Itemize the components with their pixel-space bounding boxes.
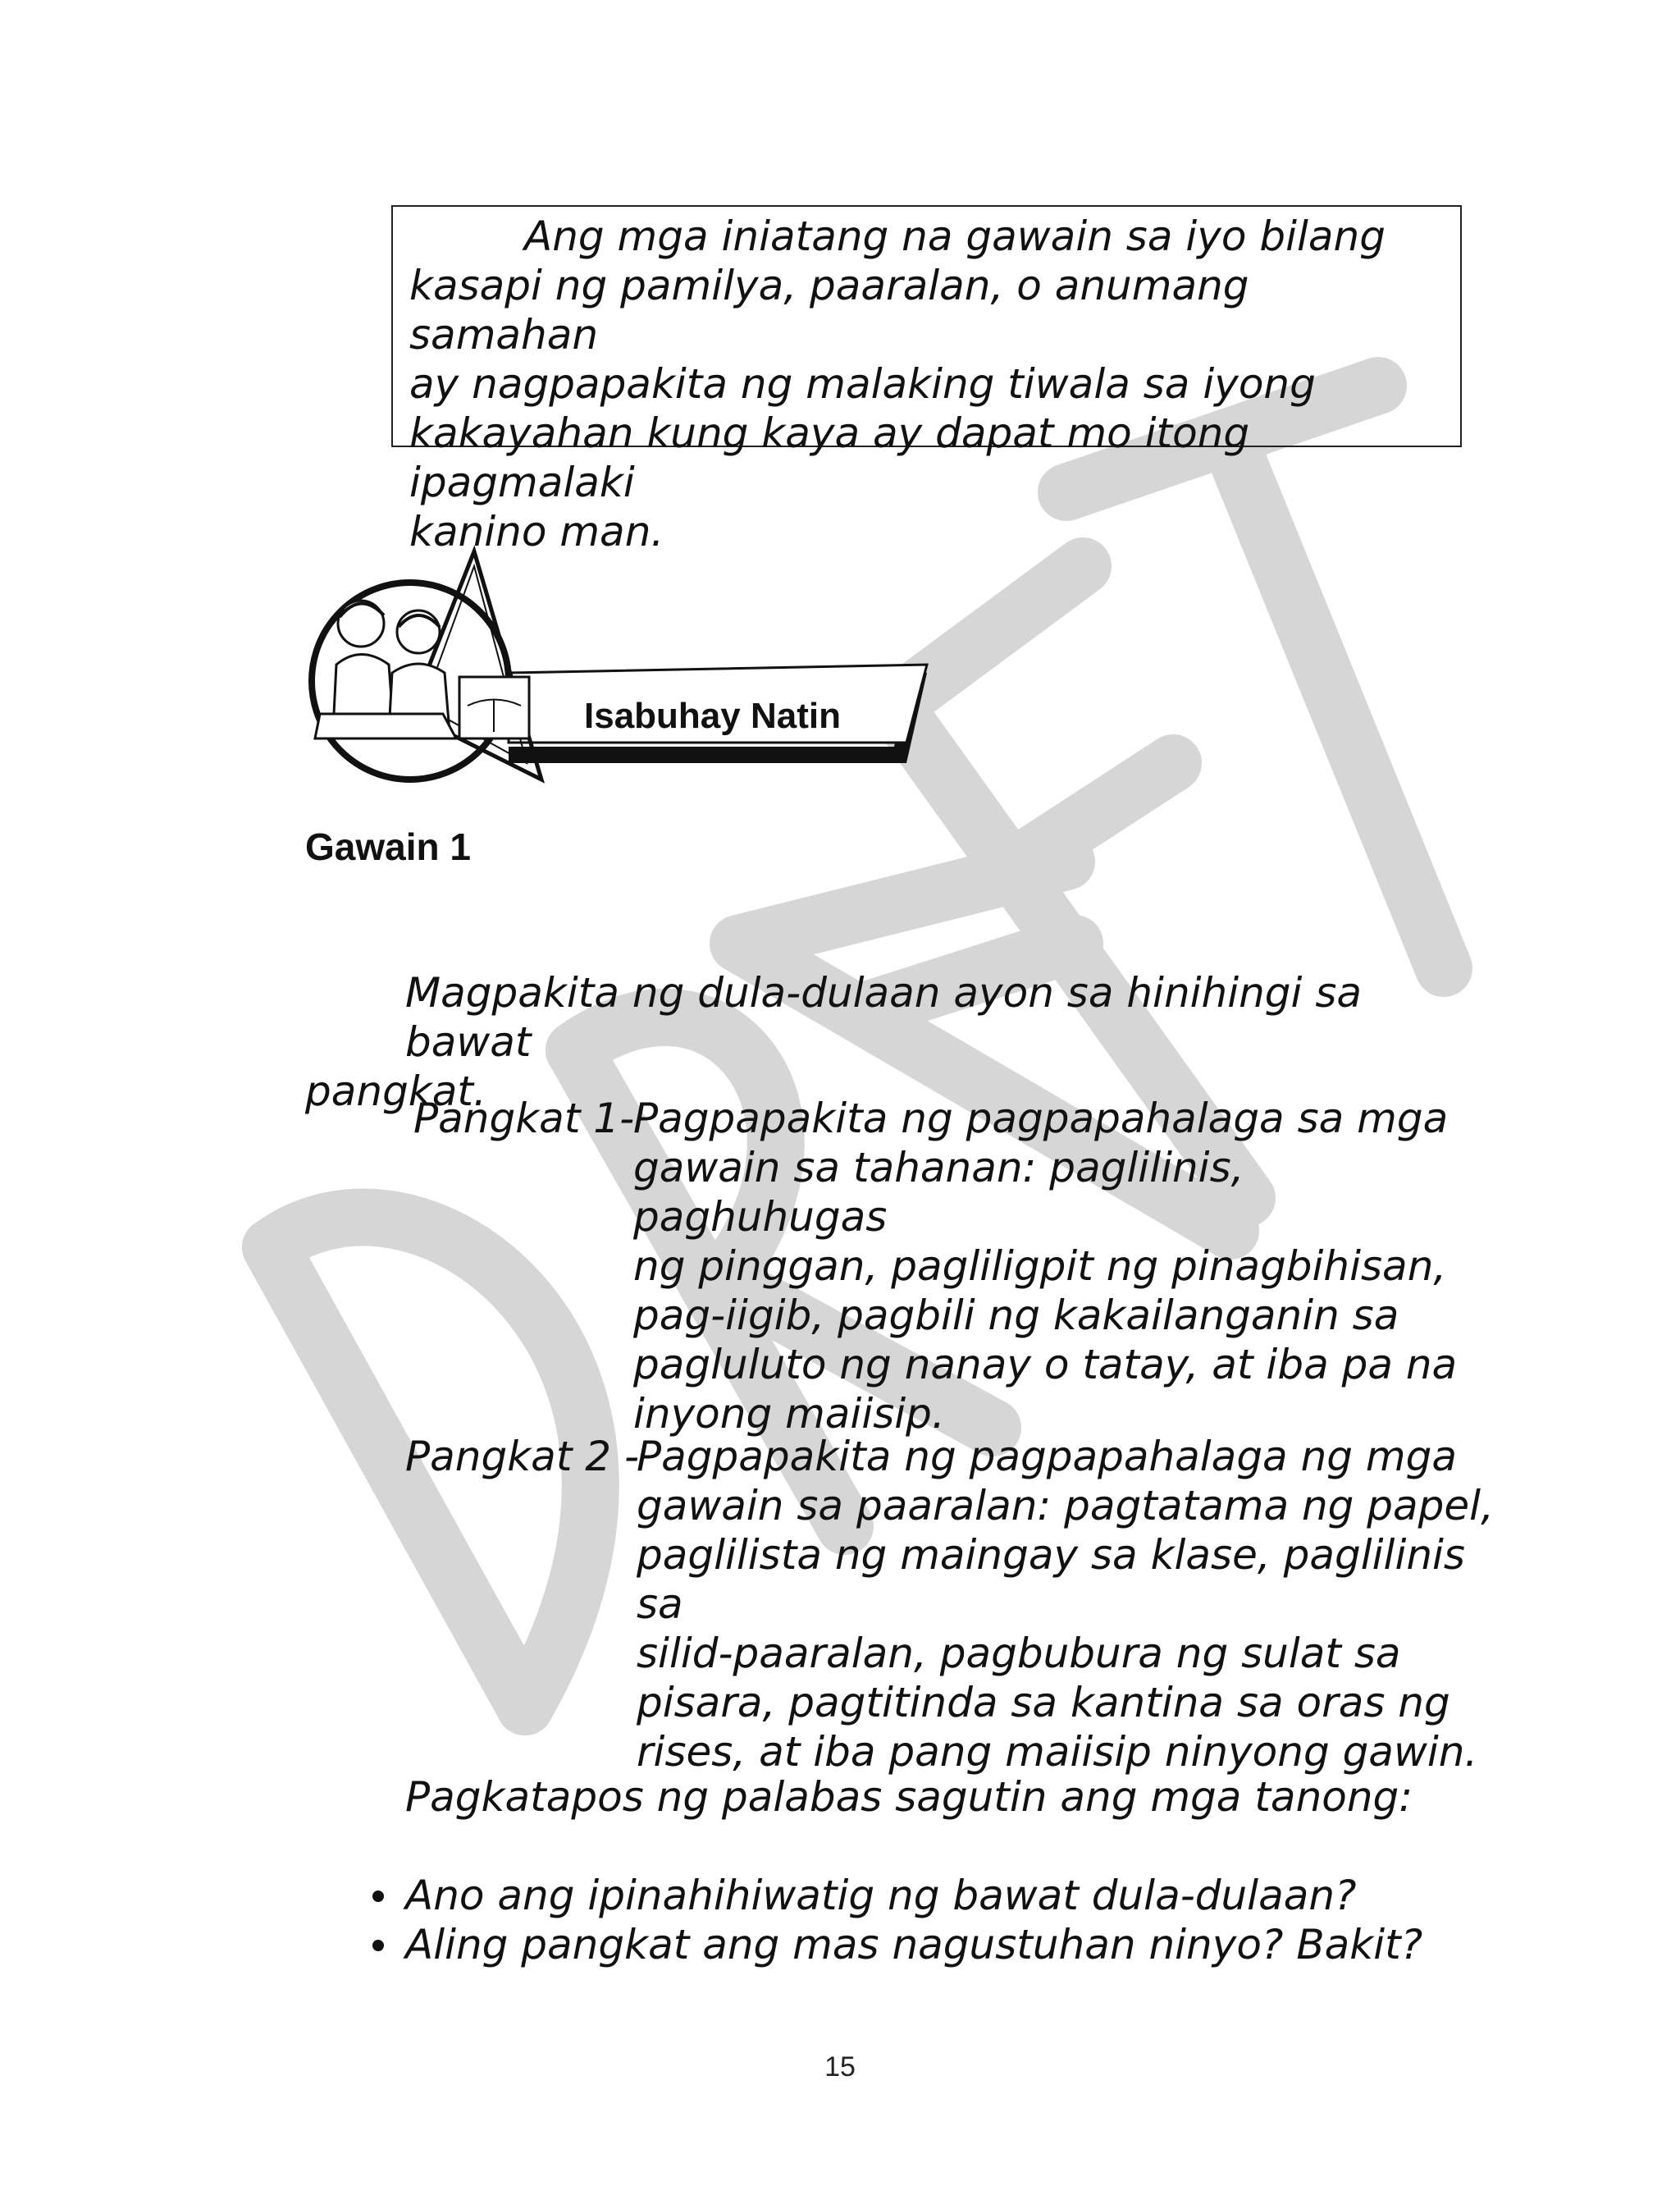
group-line: Pagpapakita ng pagpapahalaga sa mga	[633, 1095, 1449, 1142]
group-line: ng pinggan, pagliligpit ng pinagbihisan,	[633, 1242, 1447, 1290]
question-item	[369, 1871, 1422, 1920]
group-line: paglilista ng maingay sa klase, paglilinis sa	[637, 1531, 1465, 1628]
group-line: gawain sa paaralan: pagtatama ng papel,	[637, 1482, 1494, 1529]
after-instruction: Pagkatapos ng palabas sagutin ang mga tanong:	[405, 1773, 1413, 1821]
question-list	[369, 1871, 1422, 1969]
quote-line: kasapi ng pamilya, paaralan, o anumang samahan	[409, 262, 1249, 359]
quote-box	[391, 205, 1462, 556]
page-number: 15	[824, 2051, 856, 2083]
bullet-icon	[372, 1940, 384, 1951]
quote-line: kanino man.	[409, 508, 664, 556]
question-text: Ano ang ipinahihiwatig ng bawat dula-dulaan?	[405, 1872, 1357, 1919]
group-label: Pangkat 2 -	[405, 1433, 640, 1480]
quote-line: kakayahan kung kaya ay dapat mo itong ipagmalaki	[409, 409, 1250, 506]
group-line: Pagpapakita ng pagpapahalaga ng mga	[637, 1433, 1457, 1480]
section-banner	[304, 542, 952, 788]
group-line: gawain sa tahanan: paglilinis, paghuhugas	[633, 1144, 1244, 1241]
intro-line: Magpakita ng dula-dulaan ayon sa hinihingi sa bawat	[405, 969, 1363, 1066]
group-description	[633, 1094, 1503, 1438]
bullet-icon	[372, 1891, 384, 1902]
intro-line: pangkat.	[305, 1068, 486, 1115]
group-description	[637, 1432, 1506, 1776]
group-line: silid-paaralan, pagbubura ng sulat sa	[637, 1630, 1401, 1677]
quote-line: Ang mga iniatang na gawain sa iyo bilang	[524, 213, 1386, 260]
group-line: inyong maiisip.	[633, 1390, 945, 1438]
group-line: pagluluto ng nanay o tatay, at iba pa na	[633, 1341, 1458, 1388]
quote-line: ay nagpapakita ng malaking tiwala sa iyong	[409, 360, 1316, 408]
group-label: Pangkat 1-	[413, 1095, 635, 1142]
activity-heading: Gawain 1	[305, 825, 471, 868]
question-item	[369, 1920, 1422, 1969]
group-line: pisara, pagtitinda sa kantina sa oras ng	[637, 1679, 1450, 1726]
banner-title: Isabuhay Natin	[584, 696, 841, 736]
group-line: pag-iigib, pagbili ng kakailanganin sa	[633, 1292, 1399, 1339]
students-reading-illustration-icon	[312, 551, 541, 780]
question-text: Aling pangkat ang mas nagustuhan ninyo? Bakit?	[405, 1921, 1423, 1968]
group-line: rises, at iba pang maiisip ninyong gawin.	[637, 1728, 1478, 1776]
